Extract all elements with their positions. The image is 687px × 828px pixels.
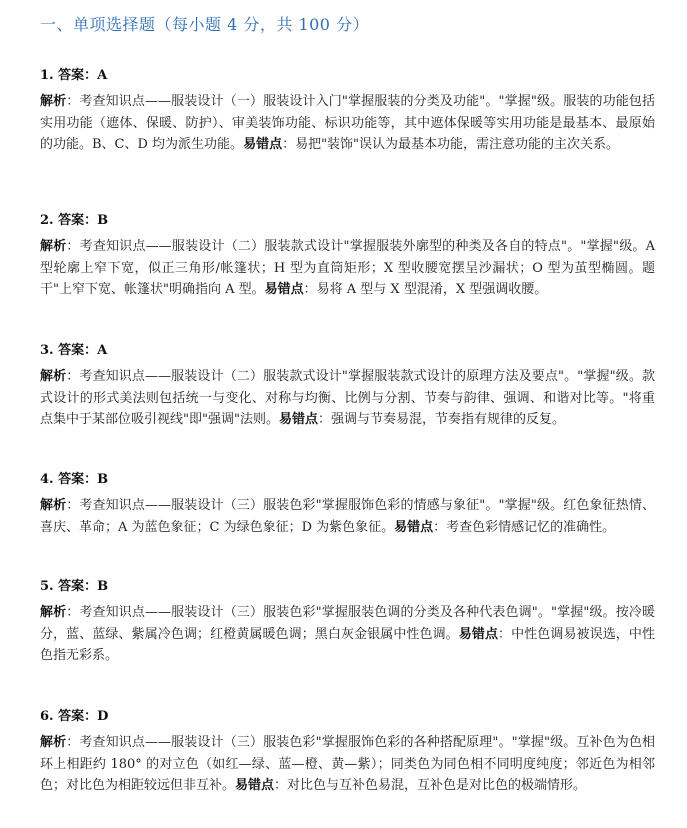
error-point-text: ：易将 A 型与 X 型混淆，X 型强调收腰。: [303, 282, 548, 297]
section-title: 一、单项选择题（每小题 4 分，共 100 分）: [40, 15, 370, 34]
answer-5: 5. 答案：B: [40, 579, 109, 594]
error-point-text: ：对比色与互补色易混，互补色是对比色的极端情形。: [274, 778, 587, 793]
explanation-text: 考查知识点——服装设计（二）服装款式设计"掌握服装外廓型的种类及各自的特点"。"掌握"级。A 型轮廓上窄下宽，似正三角形/帐篷状；H 型为直筒矩形；X 型收腰宽摆呈沙漏状；O 型为茧型椭圆。题干"上窄下宽、帐篷状"明确指向 A 型。: [40, 239, 655, 297]
explanation-text: 考查知识点——服装设计（一）服装设计入门"掌握服装的分类及功能"。"掌握"级。服装的功能包括实用功能（遮体、保暖、防护）、审美装饰功能、标识功能等，其中遮体保暖等实用功能是最基本、最原始的功能。B、C、D 均为派生功能。: [40, 94, 655, 152]
explanation-label: 解析: [40, 735, 67, 750]
explanation-label: 解析: [40, 369, 67, 384]
explanation-5: [40, 602, 655, 667]
explanation-1: [40, 91, 655, 156]
answer-6: 6. 答案：D: [40, 709, 109, 724]
explanation-sep: ：: [66, 735, 80, 750]
answer-4: 4. 答案：B: [40, 472, 109, 487]
explanation-label: 解析: [40, 239, 67, 254]
explanation-sep: ：: [66, 94, 80, 109]
error-point-text: ：易把"装饰"误认为最基本功能，需注意功能的主次关系。: [282, 137, 620, 152]
explanation-text: 考查知识点——服装设计（三）服装色彩"掌握服饰色彩的情感与象征"。"掌握"级。红色象征热情、喜庆、革命；A 为蓝色象征；C 为绿色象征；D 为紫色象征。: [40, 498, 655, 535]
explanation-text: 考查知识点——服装设计（二）服装款式设计"掌握服装款式设计的原理方法及要点"。"掌握"级。款式设计的形式美法则包括统一与变化、对称与均衡、比例与分割、节奏与韵律、强调、和谐对比等。"将重点集中于某部位吸引视线"即"强调"法则。: [40, 369, 655, 427]
error-point-label: 易错点: [264, 282, 304, 297]
explanation-3: [40, 366, 655, 431]
explanation-sep: ：: [66, 605, 80, 620]
explanation-2: [40, 236, 655, 301]
explanation-label: 解析: [40, 498, 67, 513]
answer-1: 1. 答案：A: [40, 68, 108, 83]
error-point-text: ：强调与节奏易混，节奏指有规律的反复。: [317, 412, 565, 427]
answer-3: 3. 答案：A: [40, 343, 108, 358]
error-point-label: 易错点: [235, 778, 275, 793]
explanation-text: 考查知识点——服装设计（三）服装色彩"掌握服装色调的分类及各种代表色调"。"掌握"级。按冷暖分，蓝、蓝绿、紫属冷色调；红橙黄属暖色调；黑白灰金银属中性色调。: [40, 605, 655, 642]
explanation-label: 解析: [40, 605, 67, 620]
explanation-4: [40, 495, 655, 538]
explanation-6: [40, 732, 655, 797]
explanation-sep: ：: [66, 239, 80, 254]
error-point-text: ：中性色调易被误选，中性色指无彩系。: [40, 626, 655, 663]
error-point-text: ：考查色彩情感记忆的准确性。: [433, 519, 616, 535]
explanation-label: 解析: [40, 94, 67, 109]
explanation-text: 考查知识点——服装设计（三）服装色彩"掌握服饰色彩的各种搭配原理"。"掌握"级。互补色为色相环上相距约 180° 的对立色（如红—绿、蓝—橙、黄—紫）；同类色为同色相不同明度纯度；邻近色为相邻色；对比色为相距较远但非互补。: [40, 735, 655, 793]
explanation-sep: ：: [66, 498, 80, 513]
explanation-sep: ：: [66, 369, 80, 384]
error-point-label: 易错点: [394, 519, 434, 535]
answer-2: 2. 答案：B: [40, 213, 109, 228]
error-point-label: 易错点: [243, 137, 283, 152]
error-point-label: 易错点: [458, 626, 499, 642]
error-point-label: 易错点: [278, 412, 318, 427]
